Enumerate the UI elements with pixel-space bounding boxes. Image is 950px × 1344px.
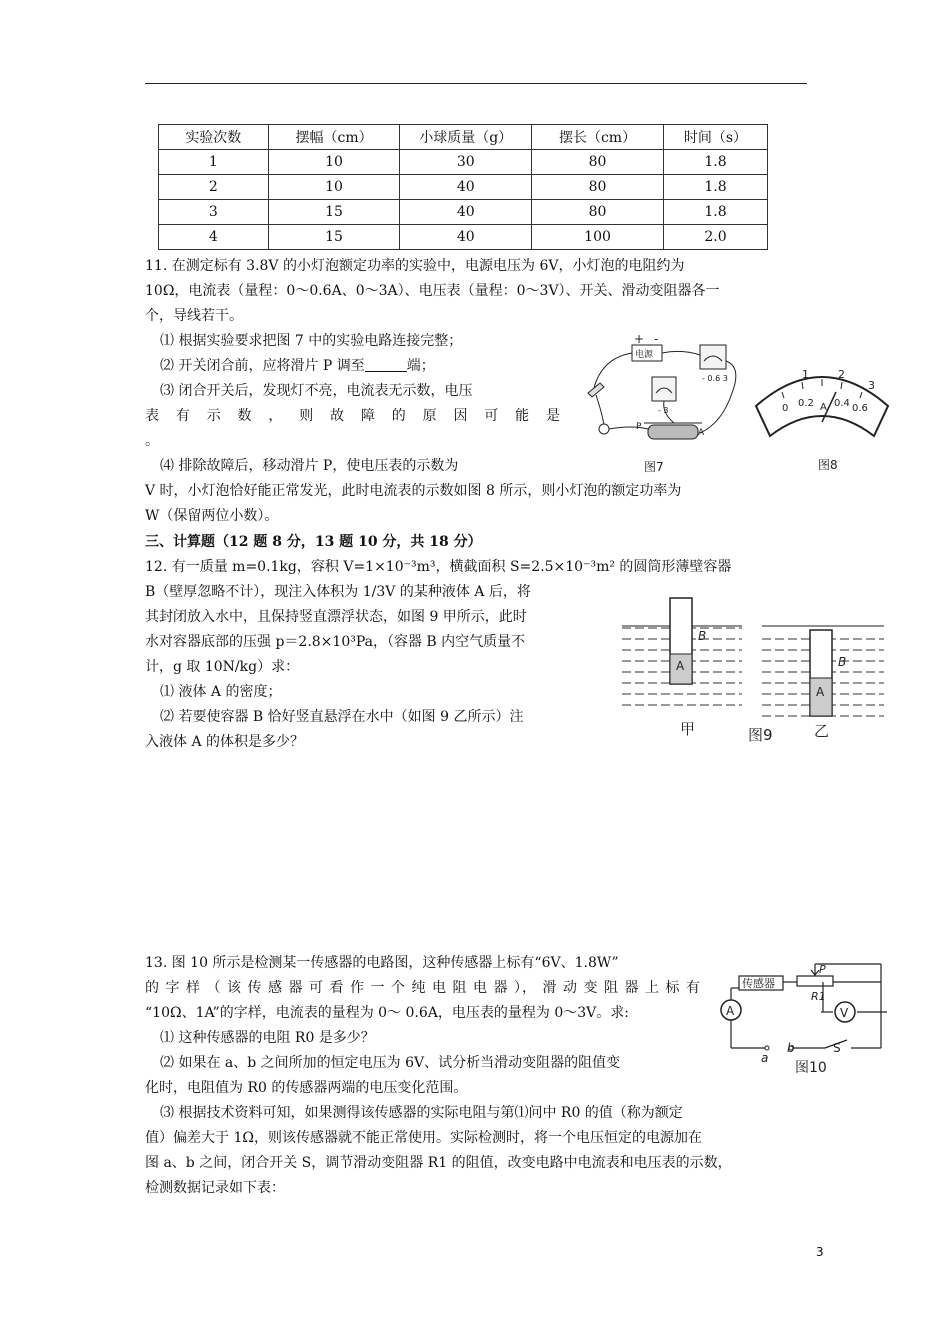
- page-number: 3: [816, 1245, 824, 1259]
- tick-label: 0.2: [798, 398, 814, 409]
- label-a: a: [761, 1051, 769, 1065]
- sensor-label: 传感器: [742, 977, 775, 990]
- table-header: 小球质量（g）: [400, 125, 532, 150]
- minus-label: -: [654, 333, 659, 346]
- q12-line: 水对容器底部的压强 p＝2.8×10³Pa，（容器 B 内空气质量不: [145, 634, 526, 650]
- bulb-icon: [599, 424, 609, 434]
- q12-sub1: ⑴ 液体 A 的密度；: [160, 684, 282, 700]
- table-cell: 3: [159, 200, 269, 225]
- table-cell: 1.8: [663, 150, 767, 175]
- tick-label: 1: [802, 368, 809, 381]
- label-a: A: [676, 659, 685, 673]
- label-a: A: [816, 685, 825, 699]
- table-cell: 1.8: [663, 200, 767, 225]
- q11-sub3: 表 有 示 数 ， 则 故 障 的 原 因 可 能 是: [145, 408, 560, 424]
- table-cell: 10: [268, 150, 400, 175]
- label-b: B: [838, 655, 847, 669]
- q11-sub2-text: ⑵ 开关闭合前，应将滑片 P 调至: [160, 358, 365, 374]
- q13-sub3: 检测数据记录如下表：: [145, 1180, 285, 1196]
- table-cell: 40: [400, 200, 532, 225]
- voltmeter-icon: [652, 377, 676, 401]
- figure-7-circuit: [582, 333, 754, 475]
- figure-10-caption: 图10: [795, 1060, 827, 1076]
- q11-sub4: W（保留两位小数）。: [145, 508, 279, 524]
- q11-sub3: 。: [145, 433, 159, 449]
- q13-sub3: 图 a、b 之间，闭合开关 S，调节滑动变阻器 R1 的阻值，改变电路中电流表和电压表的示数，: [145, 1155, 732, 1171]
- rheostat-r1-icon: [797, 976, 833, 986]
- q12-line: B（壁厚忽略不计），现注入体积为 1/3V 的某种液体 A 后，将: [145, 584, 531, 600]
- q12-line: 其封闭放入水中，且保持竖直漂浮状态，如图 9 甲所示，此时: [145, 609, 527, 625]
- table-row: [159, 225, 768, 250]
- table-cell: 40: [400, 175, 532, 200]
- table-cell: 40: [400, 225, 532, 250]
- figure-10-circuit: [715, 952, 887, 1076]
- table-row: [159, 175, 768, 200]
- q11-line: 10Ω，电流表（量程：0～0.6A、0～3A）、电压表（量程：0～3V）、开关、滑动变阻器各一: [145, 283, 720, 299]
- table-cell: 80: [532, 175, 664, 200]
- q13-line: 的 字 样 （ 该 传 感 器 可 看 作 一 个 纯 电 阻 电 器 ）， 滑 动 变 阻 器 上 标 有: [145, 980, 700, 996]
- section-heading: 三、计算题（12 题 8 分，13 题 10 分，共 18 分）: [145, 534, 482, 550]
- terminal-a-icon: [765, 1046, 769, 1050]
- tick-label: 0.4: [834, 398, 850, 409]
- q11-sub4: V 时，小灯泡恰好能正常发光，此时电流表的示数如图 8 所示，则小灯泡的额定功率为: [145, 483, 682, 499]
- figure-8-caption: 图8: [818, 458, 838, 472]
- table-cell: 15: [268, 200, 400, 225]
- q13-sub2: ⑵ 如果在 a、b 之间所加的恒定电压为 6V、试分析当滑动变阻器的阻值变: [160, 1055, 621, 1071]
- table-cell: 1.8: [663, 175, 767, 200]
- label-b: b: [787, 1041, 795, 1055]
- q12-line: 12. 有一质量 m=0.1kg，容积 V=1×10⁻³m³，横截面积 S=2.5×10⁻³m² 的圆筒形薄壁容器: [145, 559, 732, 575]
- r1-label: R1: [811, 990, 826, 1003]
- q11-sub1: ⑴ 根据实验要求把图 7 中的实验电路连接完整；: [160, 333, 463, 349]
- q13-line: 13. 图 10 所示是检测某一传感器的电路图，这种传感器上标有“6V、1.8W”: [145, 955, 619, 971]
- q12-sub2: 入液体 A 的体积是多少？: [145, 734, 305, 750]
- table-cell: 1: [159, 150, 269, 175]
- q13-sub2: 化时，电阻值为 R0 的传感器两端的电压变化范围。: [145, 1080, 468, 1096]
- q11-line: 个，导线若干。: [145, 308, 243, 324]
- figure-7-caption: 图7: [644, 460, 664, 474]
- slider-p-label: P: [636, 422, 642, 432]
- q12-line: 计，g 取 10N/kg）求：: [145, 659, 300, 675]
- figure-9-caption: 图9: [748, 726, 773, 744]
- q13-sub1: ⑴ 这种传感器的电阻 R0 是多少？: [160, 1030, 375, 1046]
- q13-sub3: ⑶ 根据技术资料可知，如果测得该传感器的实际电阻与第⑴问中 R0 的值（称为额定: [160, 1105, 683, 1121]
- table-cell: 10: [268, 175, 400, 200]
- terminal-a-label: A: [698, 428, 705, 438]
- q13-sub3: 值）偏差大于 1Ω，则该传感器就不能正常使用。实际检测时，将一个电压恒定的电源加在: [145, 1130, 702, 1146]
- q11-line: 11. 在测定标有 3.8V 的小灯泡额定功率的实验中，电源电压为 6V，小灯泡的电阻约为: [145, 258, 685, 274]
- source-label: 电源: [635, 350, 654, 360]
- table-header-row: [159, 125, 768, 150]
- q11-sub4: ⑷ 排除故障后，移动滑片 P，使电压表的示数为: [160, 458, 459, 474]
- q13-line: “10Ω、1A”的字样，电流表的量程为 0～ 0.6A，电压表的量程为 0～3V。求:: [145, 1005, 629, 1021]
- tick-label: 0: [782, 403, 789, 414]
- tick-label: 0.6: [852, 403, 868, 414]
- voltmeter-label: V: [840, 1006, 849, 1020]
- voltmeter-terminals: - 3: [658, 406, 669, 415]
- table-header: 摆幅（cm）: [268, 125, 400, 150]
- table-cell: 2.0: [663, 225, 767, 250]
- tick-label: 2: [838, 368, 845, 381]
- slider-p-label: P: [819, 963, 826, 976]
- label-jia: 甲: [680, 720, 696, 738]
- rheostat-icon: [648, 425, 698, 439]
- table-header: 实验次数: [159, 125, 269, 150]
- unit-label: A: [820, 402, 827, 413]
- q11-sub3: ⑶ 闭合开关后，发现灯不亮，电流表无示数，电压: [160, 383, 473, 399]
- table-cell: 15: [268, 225, 400, 250]
- answer-blank: [365, 357, 407, 372]
- switch-label: S: [833, 1041, 841, 1055]
- table-cell: 30: [400, 150, 532, 175]
- switch-icon: [588, 383, 604, 397]
- table-cell: 4: [159, 225, 269, 250]
- table-header: 时间（s）: [663, 125, 767, 150]
- table-header: 摆长（cm）: [532, 125, 664, 150]
- table-cell: 80: [532, 150, 664, 175]
- ammeter-terminals: - 0.6 3: [702, 374, 728, 383]
- experiment-table: [158, 124, 768, 250]
- table-row: [159, 150, 768, 175]
- table-cell: 2: [159, 175, 269, 200]
- table-row: [159, 200, 768, 225]
- figure-8-ammeter: [752, 358, 894, 476]
- plus-label: +: [634, 333, 645, 346]
- table-cell: 80: [532, 200, 664, 225]
- label-yi: 乙: [814, 722, 830, 740]
- ammeter-label: A: [726, 1004, 735, 1018]
- header-rule: [145, 83, 807, 84]
- tick-label: 3: [868, 379, 875, 392]
- label-b: B: [698, 629, 707, 643]
- q12-sub2: ⑵ 若要使容器 B 恰好竖直悬浮在水中（如图 9 乙所示）注: [160, 709, 524, 725]
- table-cell: 100: [532, 225, 664, 250]
- q11-sub2: [160, 354, 435, 379]
- ammeter-icon: [700, 345, 726, 369]
- q11-sub2-text: 端；: [406, 358, 435, 374]
- figure-9-containers: [618, 592, 888, 744]
